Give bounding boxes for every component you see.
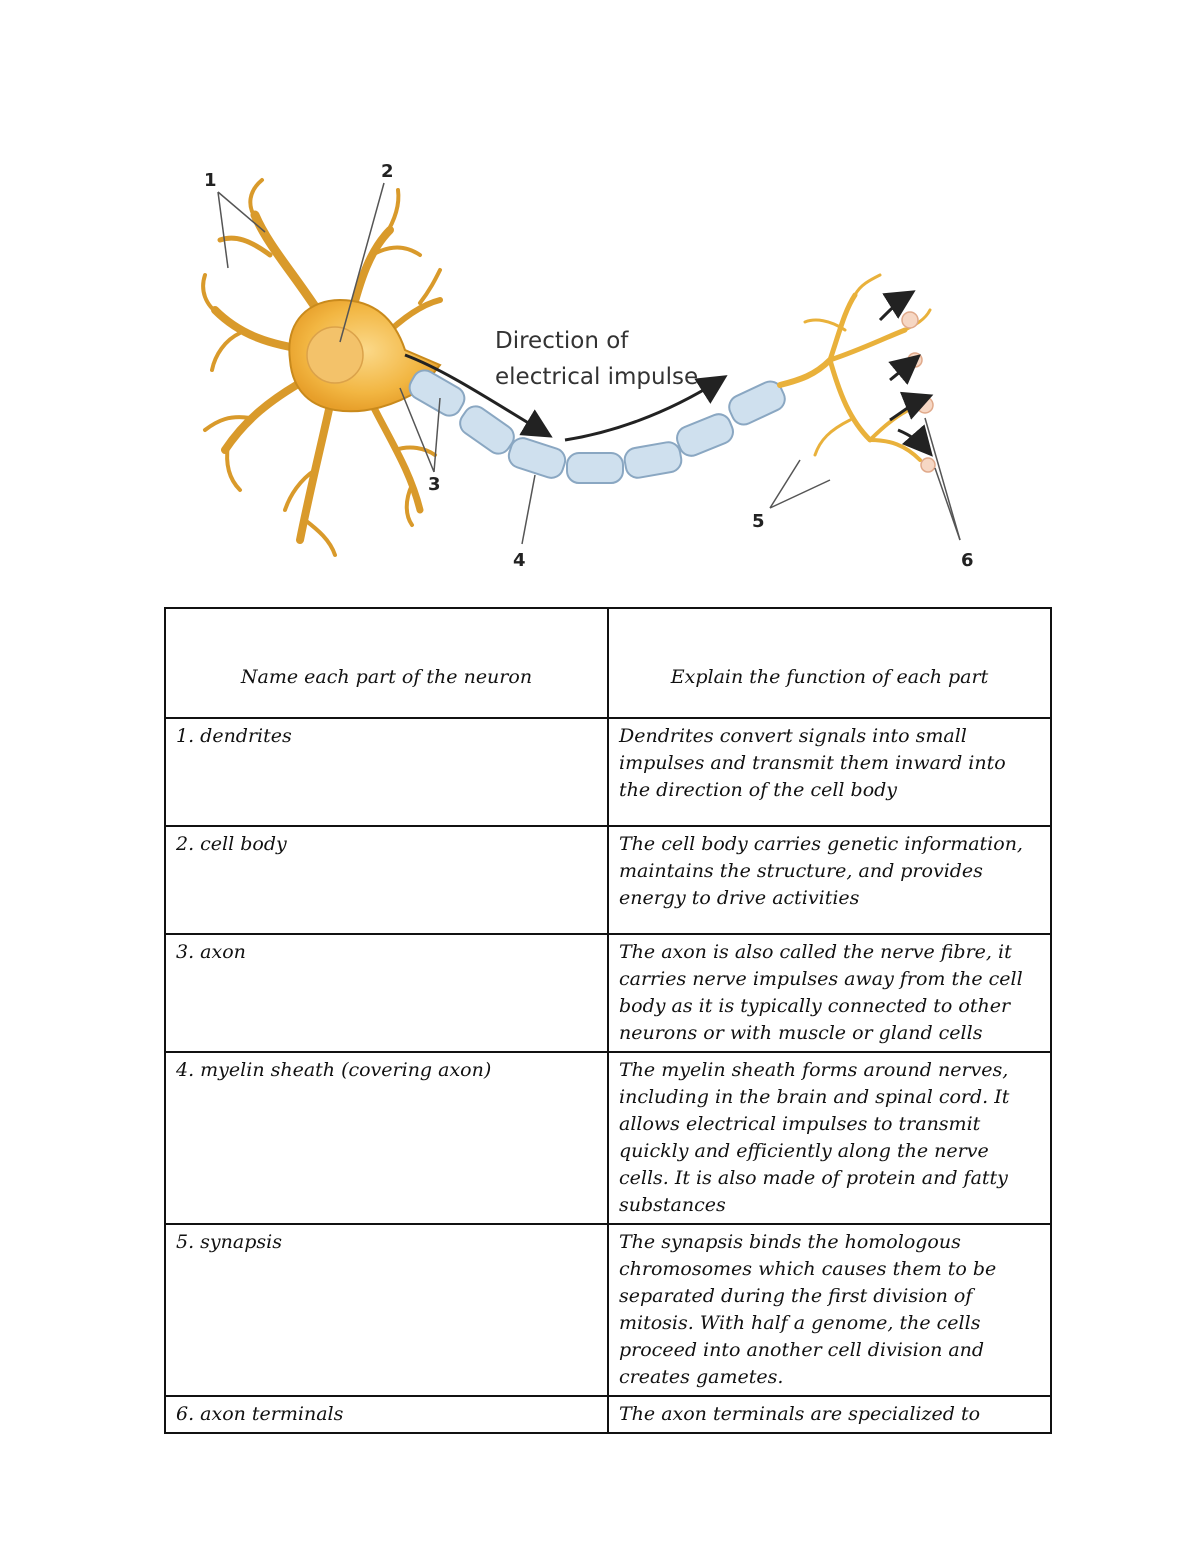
header-function: Explain the function of each part: [608, 608, 1051, 718]
part-function: Dendrites convert signals into small impulses and transmit them inward into the direction of the cell body: [608, 718, 1051, 826]
label-4: 4: [513, 550, 526, 571]
part-function: The synapsis binds the homologous chromosomes which causes them to be separated during the first division of mitosis. With half a genome, the cells proceed into another cell division and creates gametes.: [608, 1224, 1051, 1396]
part-function: The axon is also called the nerve fibre, it carries nerve impulses away from the cell body as it is typically connected to other neurons or with muscle or gland cells: [608, 934, 1051, 1052]
label-5: 5: [752, 511, 765, 532]
label-1: 1: [204, 170, 217, 191]
table-row: [165, 718, 1051, 826]
table-row: [165, 826, 1051, 934]
part-function: The axon terminals are specialized to: [608, 1396, 1051, 1433]
part-function: The myelin sheath forms around nerves, including in the brain and spinal cord. It allows electrical impulses to transmit quickly and efficiently along the nerve cells. It is also made of protein and fatty substances: [608, 1052, 1051, 1224]
part-name: 4. myelin sheath (covering axon): [165, 1052, 608, 1224]
label-2: 2: [381, 161, 394, 182]
table-row: [165, 934, 1051, 1052]
header-name: Name each part of the neuron: [165, 608, 608, 718]
table-row: [165, 1396, 1051, 1433]
table-row: [165, 1052, 1051, 1224]
label-6: 6: [961, 550, 974, 571]
neuron-diagram: [0, 0, 1200, 600]
table-row: [165, 1224, 1051, 1396]
neuron-parts-table: [164, 607, 1052, 1434]
part-name: 5. synapsis: [165, 1224, 608, 1396]
table-header-row: [165, 608, 1051, 718]
part-name: 3. axon: [165, 934, 608, 1052]
label-3: 3: [428, 474, 441, 495]
part-name: 6. axon terminals: [165, 1396, 608, 1433]
part-name: 1. dendrites: [165, 718, 608, 826]
part-name: 2. cell body: [165, 826, 608, 934]
caption-line-2: electrical impulse: [495, 364, 699, 390]
part-function: The cell body carries genetic information, maintains the structure, and provides energy to drive activities: [608, 826, 1051, 934]
caption-line-1: Direction of: [495, 328, 629, 354]
nucleus: [307, 327, 363, 383]
axon-terminals: [780, 275, 930, 460]
